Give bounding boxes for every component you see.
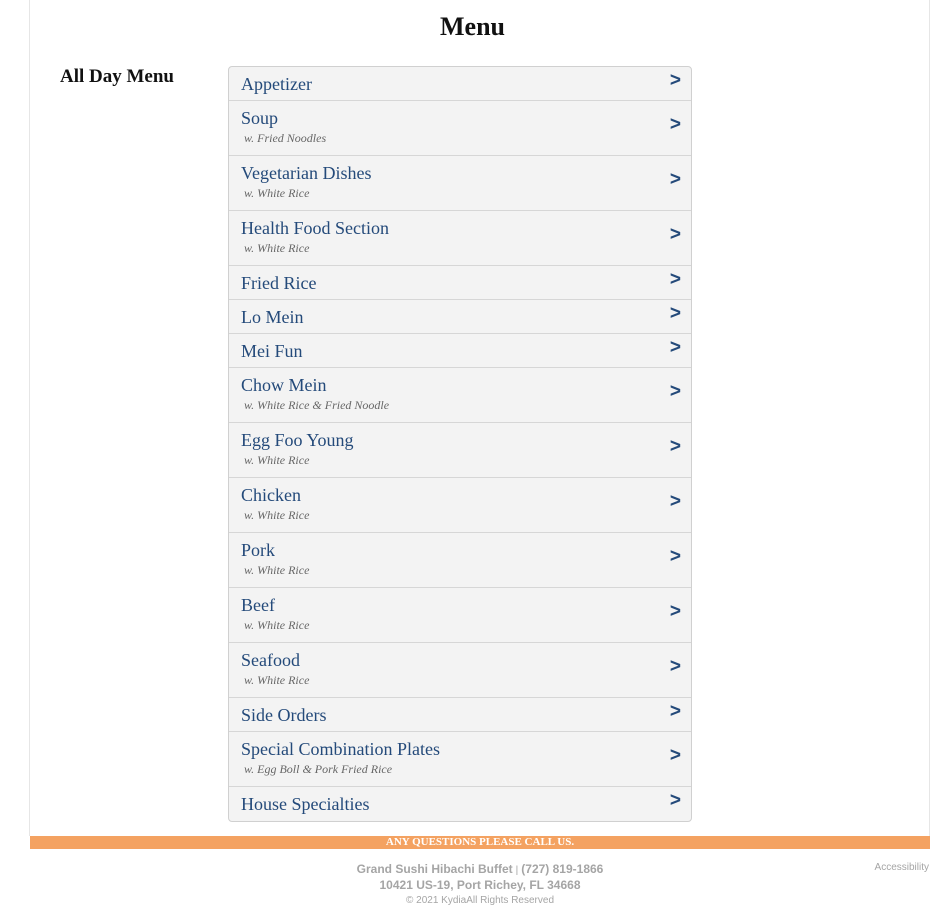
footer-separator: | xyxy=(515,865,519,876)
category-title: All Day Menu xyxy=(60,66,174,87)
copyright: © 2021 xyxy=(405,895,439,906)
menu-category-note: w. White Rice xyxy=(244,618,310,632)
chevron-right-icon: > xyxy=(669,224,681,245)
chevron-right-icon: > xyxy=(669,70,681,91)
chevron-right-icon: > xyxy=(669,790,681,811)
menu-category-item[interactable] xyxy=(229,101,691,156)
menu-category-item[interactable] xyxy=(229,698,691,732)
menu-category-label: Chicken xyxy=(241,485,301,505)
chevron-right-icon: > xyxy=(669,656,681,677)
menu-category-label: Vegetarian Dishes xyxy=(241,163,372,183)
menu-category-note: w. Egg Boll & Pork Fried Rice xyxy=(244,762,393,776)
chevron-right-icon: > xyxy=(669,269,681,290)
menu-category-item[interactable] xyxy=(229,787,691,821)
chevron-right-icon: > xyxy=(669,491,681,512)
menu-category-label: Egg Foo Young xyxy=(241,430,354,450)
chevron-right-icon: > xyxy=(669,114,681,135)
menu-category-label: Fried Rice xyxy=(241,273,317,293)
menu-category-label: Soup xyxy=(241,108,279,128)
menu-category-label: Special Combination Plates xyxy=(241,739,440,759)
menu-category-label: Seafood xyxy=(241,650,300,670)
call-us-banner: ANY QUESTIONS PLEASE CALL US. xyxy=(30,836,930,849)
menu-category-list xyxy=(228,66,692,822)
menu-category-label: Beef xyxy=(241,595,275,615)
menu-category-item[interactable] xyxy=(229,478,691,533)
menu-category-note: w. White Rice xyxy=(244,241,310,255)
menu-category-label: Chow Mein xyxy=(241,375,327,395)
accessibility-link[interactable]: Accessibility xyxy=(874,862,929,873)
menu-category-note: w. Fried Noodles xyxy=(244,131,327,145)
menu-category-item[interactable] xyxy=(229,300,691,334)
chevron-right-icon: > xyxy=(669,169,681,190)
menu-category-note: w. White Rice xyxy=(244,563,310,577)
menu-category-item[interactable] xyxy=(229,643,691,698)
menu-category-item[interactable] xyxy=(229,368,691,423)
chevron-right-icon: > xyxy=(669,701,681,722)
menu-category-label: Appetizer xyxy=(241,74,312,94)
menu-category-label: Lo Mein xyxy=(241,307,304,327)
menu-category-item[interactable] xyxy=(229,732,691,787)
menu-category-note: w. White Rice xyxy=(244,508,310,522)
menu-category-note: w. White Rice xyxy=(244,453,310,467)
chevron-right-icon: > xyxy=(669,303,681,324)
chevron-right-icon: > xyxy=(669,337,681,358)
chevron-right-icon: > xyxy=(669,546,681,567)
menu-category-label: Pork xyxy=(241,540,276,560)
business-name: Grand Sushi Hibachi Buffet xyxy=(356,862,513,876)
menu-category-label: Health Food Section xyxy=(241,218,389,238)
page-title: Menu xyxy=(440,12,505,41)
menu-category-item[interactable] xyxy=(229,533,691,588)
kydia-link[interactable]: Kydia xyxy=(441,895,467,906)
menu-category-item[interactable] xyxy=(229,266,691,300)
menu-category-label: Side Orders xyxy=(241,705,327,725)
menu-category-item[interactable] xyxy=(229,588,691,643)
menu-category-label: House Specialties xyxy=(241,794,370,814)
menu-category-note: w. White Rice xyxy=(244,673,310,687)
footer xyxy=(0,862,945,908)
menu-category-item[interactable] xyxy=(229,334,691,368)
menu-category-label: Mei Fun xyxy=(241,341,303,361)
menu-category-item[interactable] xyxy=(229,156,691,211)
rights-text: All Rights Reserved xyxy=(466,895,554,906)
menu-category-item[interactable] xyxy=(229,67,691,101)
menu-category-note: w. White Rice xyxy=(244,186,310,200)
phone-link[interactable]: (727) 819-1866 xyxy=(521,862,604,876)
business-address: 10421 US-19, Port Richey, FL 34668 xyxy=(379,878,581,892)
chevron-right-icon: > xyxy=(669,436,681,457)
menu-category-note: w. White Rice & Fried Noodle xyxy=(244,398,390,412)
chevron-right-icon: > xyxy=(669,381,681,402)
chevron-right-icon: > xyxy=(669,745,681,766)
menu-category-item[interactable] xyxy=(229,211,691,266)
chevron-right-icon: > xyxy=(669,601,681,622)
menu-category-item[interactable] xyxy=(229,423,691,478)
